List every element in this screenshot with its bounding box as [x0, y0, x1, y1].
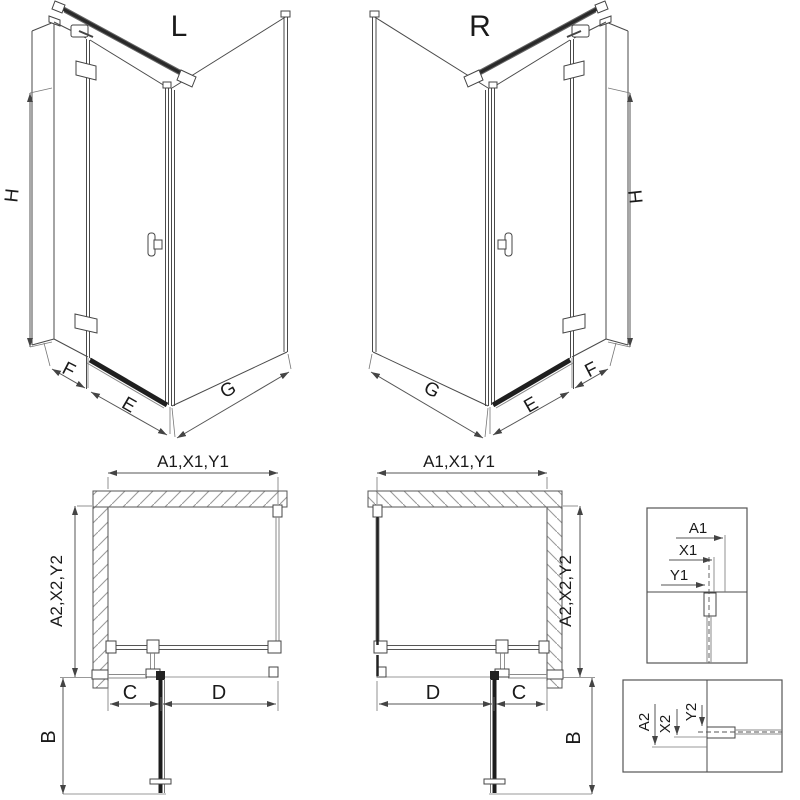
dim-label-a2-detail: A2: [636, 712, 653, 732]
dim-label-e-right: E: [520, 392, 542, 418]
door-hinge-top: [76, 61, 96, 80]
door-hinge-bottom: [75, 314, 97, 333]
dim-label-f-right: F: [581, 358, 602, 383]
dim-label-b-right-plan: B: [563, 731, 585, 745]
dim-label-side-left-plan: A2,X2,Y2: [47, 555, 66, 627]
dim-label-top-left-plan: A1,X1,Y1: [157, 452, 229, 471]
support-bar-end-cap: [52, 1, 65, 13]
corner-cap: [163, 82, 171, 88]
dim-label-h-left: H: [1, 187, 24, 204]
detail-top-profile-box: [647, 508, 747, 663]
detail-bottom-profile-box: [623, 680, 782, 772]
dim-label-b-left-plan: B: [38, 730, 60, 744]
dim-label-d-left-plan: D: [211, 682, 227, 704]
dim-label-side-right-plan: A2,X2,Y2: [556, 555, 575, 627]
dim-label-e-left: E: [118, 392, 140, 418]
bar-tee-connector: [147, 640, 159, 653]
iso-view-right: [420, 10, 648, 418]
dim-label-y2-detail: Y2: [683, 702, 700, 722]
dim-label-y1-detail: Y1: [669, 567, 689, 584]
dim-label-d-right-plan: D: [425, 682, 441, 704]
bar-panel-clamp: [268, 641, 281, 653]
dim-label-g-left: G: [216, 377, 240, 403]
door-handle-plate: [154, 240, 162, 249]
dim-label-top-right-plan: A1,X1,Y1: [423, 452, 495, 471]
panel-top-cap: [281, 11, 290, 17]
dim-label-g-right: G: [420, 377, 444, 403]
open-door-handle: [150, 779, 171, 784]
dim-label-f-left: F: [58, 358, 79, 383]
plan-wall-side: [93, 507, 108, 688]
dim-label-x1-detail: X1: [678, 542, 698, 559]
version-label-right: R: [469, 10, 491, 43]
iso-view-left: [1, 10, 240, 418]
bar-wall-mount: [106, 641, 116, 653]
plan-wall-top: [93, 491, 287, 507]
plan-enclosure-geometry: [60, 473, 287, 794]
dim-label-h-right: H: [625, 188, 648, 205]
wall-profile: [707, 727, 735, 738]
door-pivot: [156, 671, 165, 680]
glass-wall-bracket: [273, 505, 282, 517]
dim-label-c-left-plan: C: [122, 682, 138, 704]
fixed-panel-wall-bracket: [92, 670, 108, 679]
dim-label-x2-detail: X2: [657, 714, 674, 734]
version-label-left: L: [170, 10, 188, 43]
plan-enclosure-geometry-mirrored: [368, 473, 595, 794]
dim-label-c-right-plan: C: [511, 682, 527, 704]
magnet-profile: [269, 667, 278, 677]
dim-label-a1-detail: A1: [688, 520, 708, 537]
wall-profile: [704, 593, 716, 616]
support-bar-clamp: [177, 70, 196, 87]
